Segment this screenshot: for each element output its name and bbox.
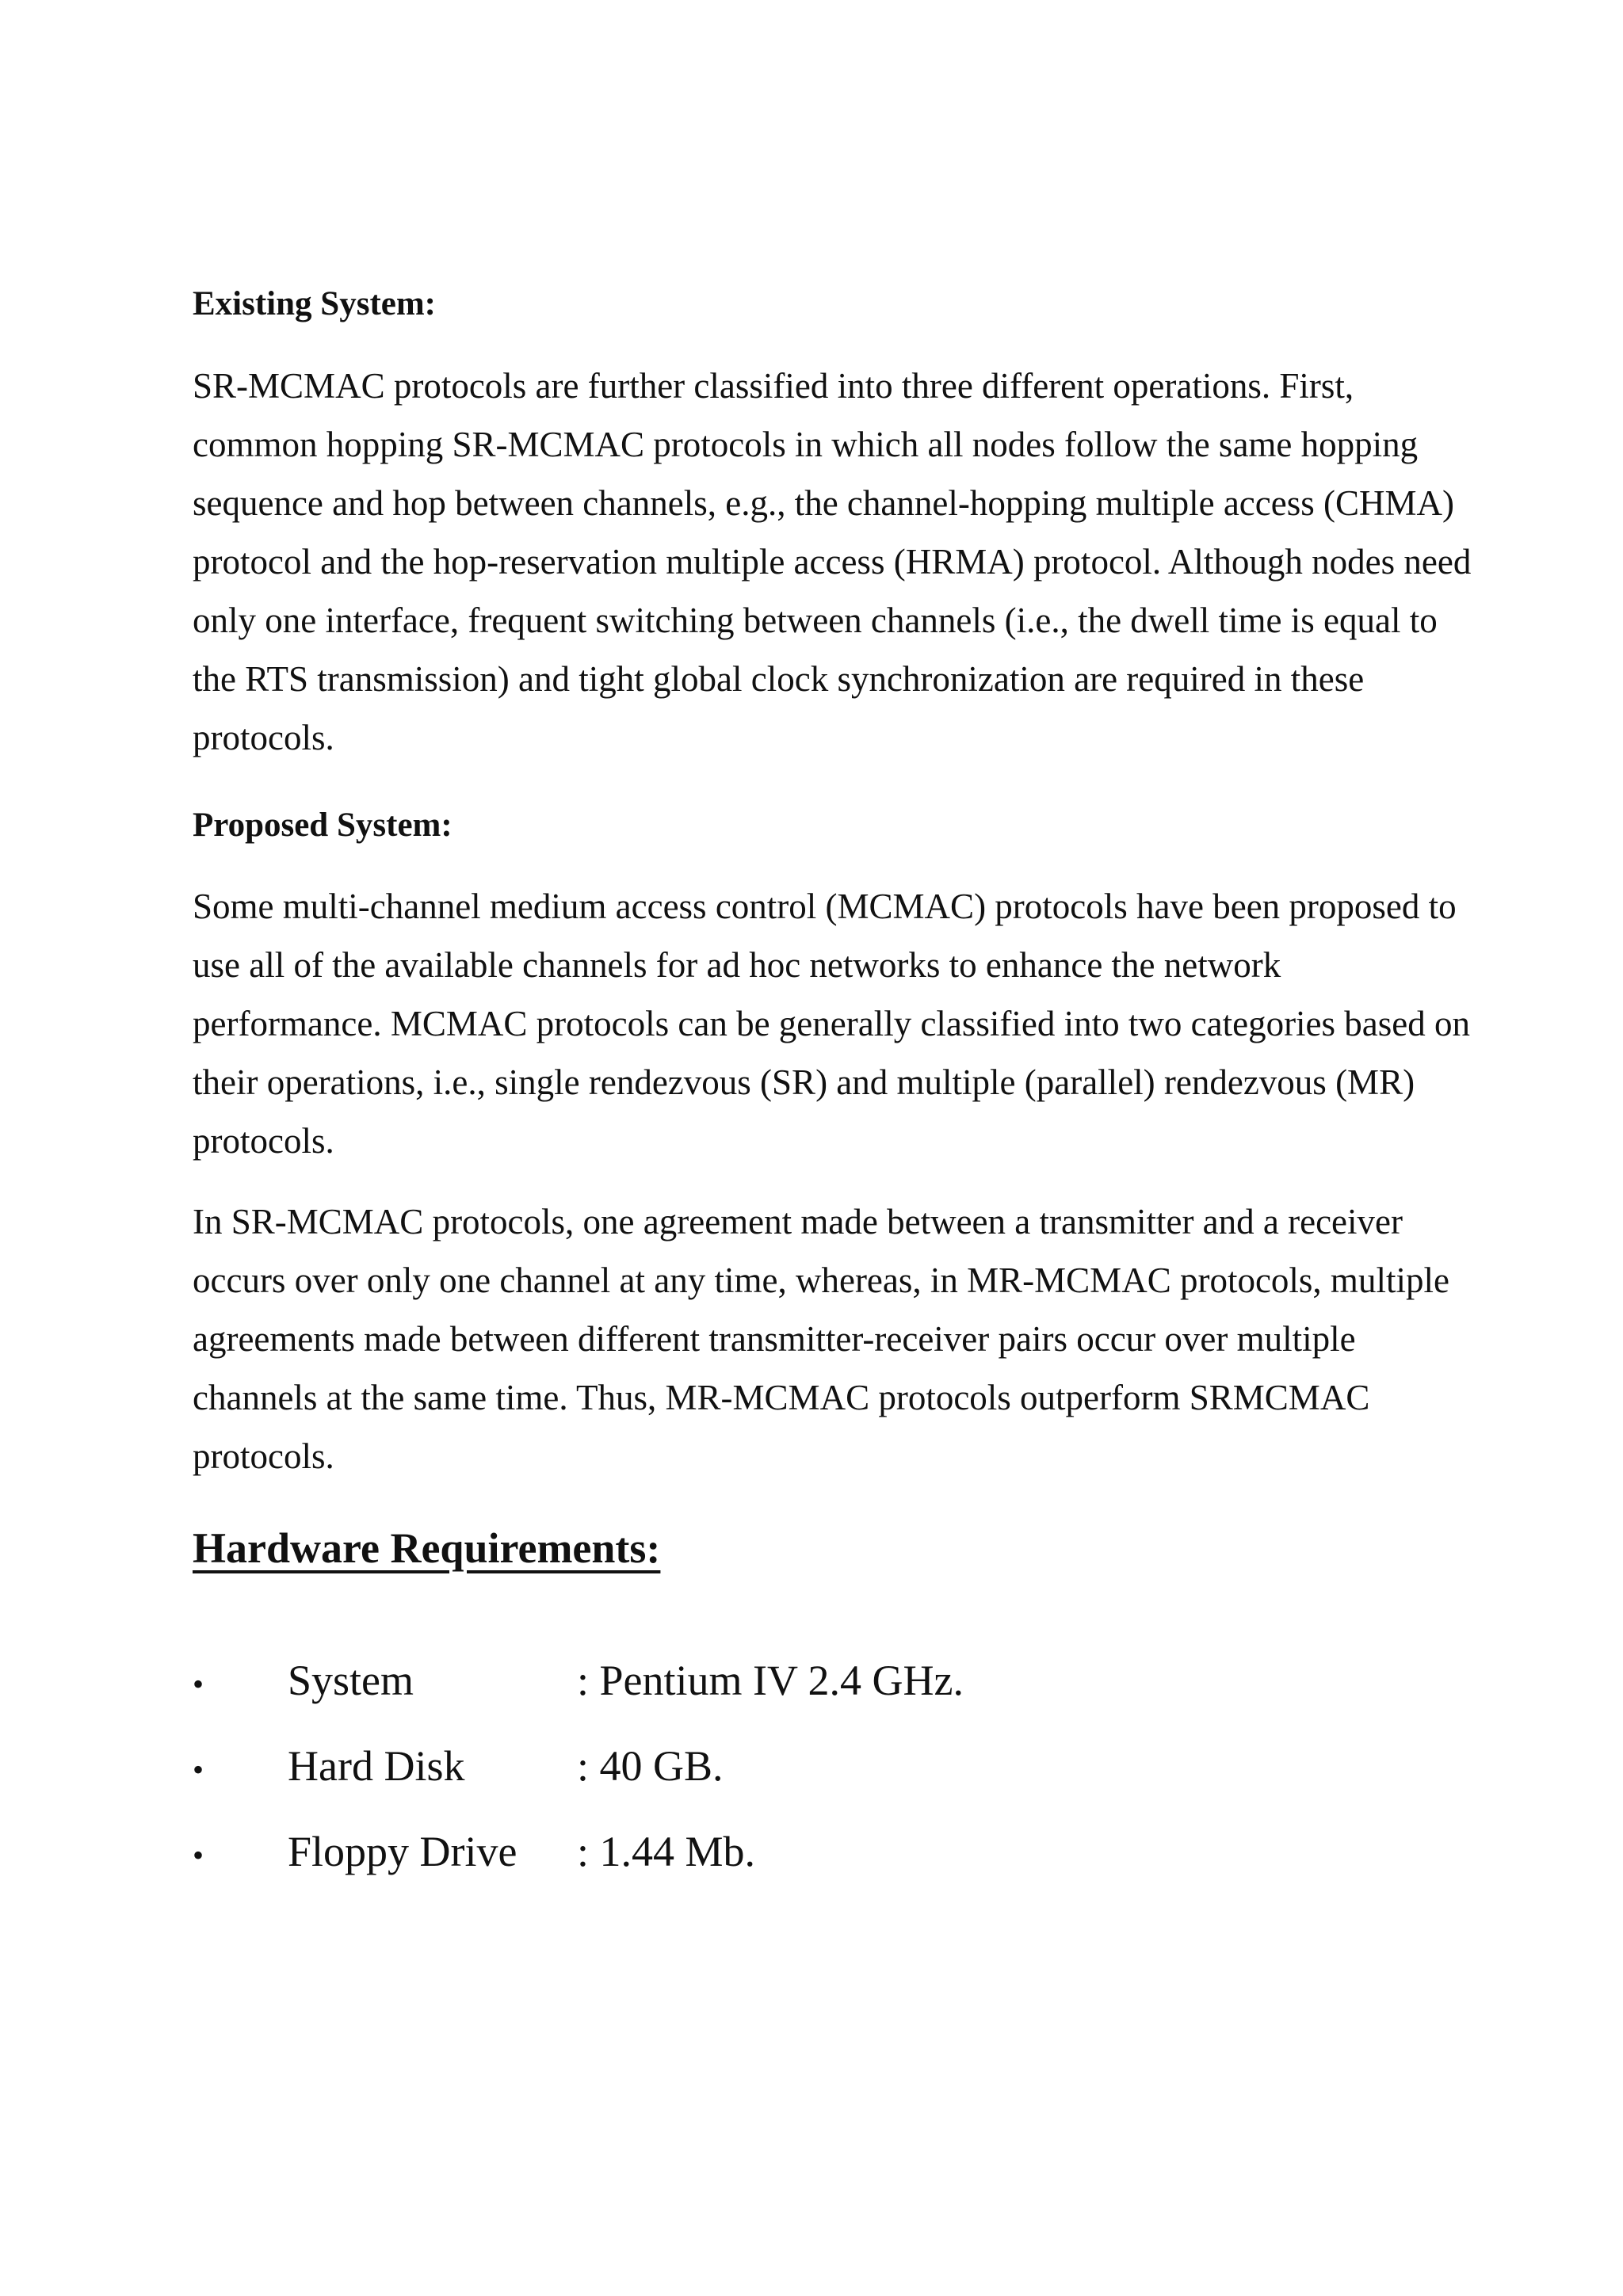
hardware-item-value: : 1.44 Mb. (577, 1828, 756, 1876)
proposed-system-paragraph-1: Some multi-channel medium access control (MCMAC) protocols have been proposed to use all of the available channels for ad hoc networks to enhance the network performance. MCMAC protocols can be generally classified into two categories based on their operations, i.e., single rendezvous (SR) and multiple (parallel) rendezvous (MR) protocols. (193, 887, 1471, 1161)
hardware-item-label: Hard Disk (288, 1742, 465, 1791)
bullet-icon: • (193, 1752, 204, 1788)
hardware-item-floppy-drive (193, 1827, 1476, 1913)
hardware-item-label: System (288, 1657, 414, 1705)
document-content (193, 284, 1476, 1913)
hardware-item-label: Floppy Drive (288, 1828, 517, 1876)
hardware-item-value: : Pentium IV 2.4 GHz. (577, 1657, 964, 1705)
hardware-requirements-list (193, 1656, 1476, 1913)
hardware-item-hard-disk (193, 1741, 1476, 1827)
hardware-item-value: : 40 GB. (577, 1742, 724, 1791)
bullet-icon: • (193, 1837, 204, 1874)
bullet-icon: • (193, 1666, 204, 1703)
hardware-requirements-heading: Hardware Requirements: (193, 1524, 661, 1573)
proposed-system-heading: Proposed System: (193, 806, 453, 844)
existing-system-paragraph: SR-MCMAC protocols are further classified into three different operations. First, common hopping SR-MCMAC protocols in which all nodes follow the same hopping sequence and hop between channels, e.g., the channel-hopping multiple access (CHMA) protocol and the hop-reservation multiple access (HRMA) protocol. Although nodes need only one interface, frequent switching between channels (i.e., the dwell time is equal to the RTS transmission) and tight global clock synchronization are required in these protocols. (193, 365, 1472, 757)
proposed-system-paragraph-2: In SR-MCMAC protocols, one agreement made between a transmitter and a receiver occurs over only one channel at any time, whereas, in MR-MCMAC protocols, multiple agreements made between different transmitter-receiver pairs occur over multiple channels at the same time. Thus, MR-MCMAC protocols outperform SRMCMAC protocols. (193, 1202, 1449, 1477)
existing-system-heading: Existing System: (193, 285, 436, 322)
hardware-item-system (193, 1656, 1476, 1741)
